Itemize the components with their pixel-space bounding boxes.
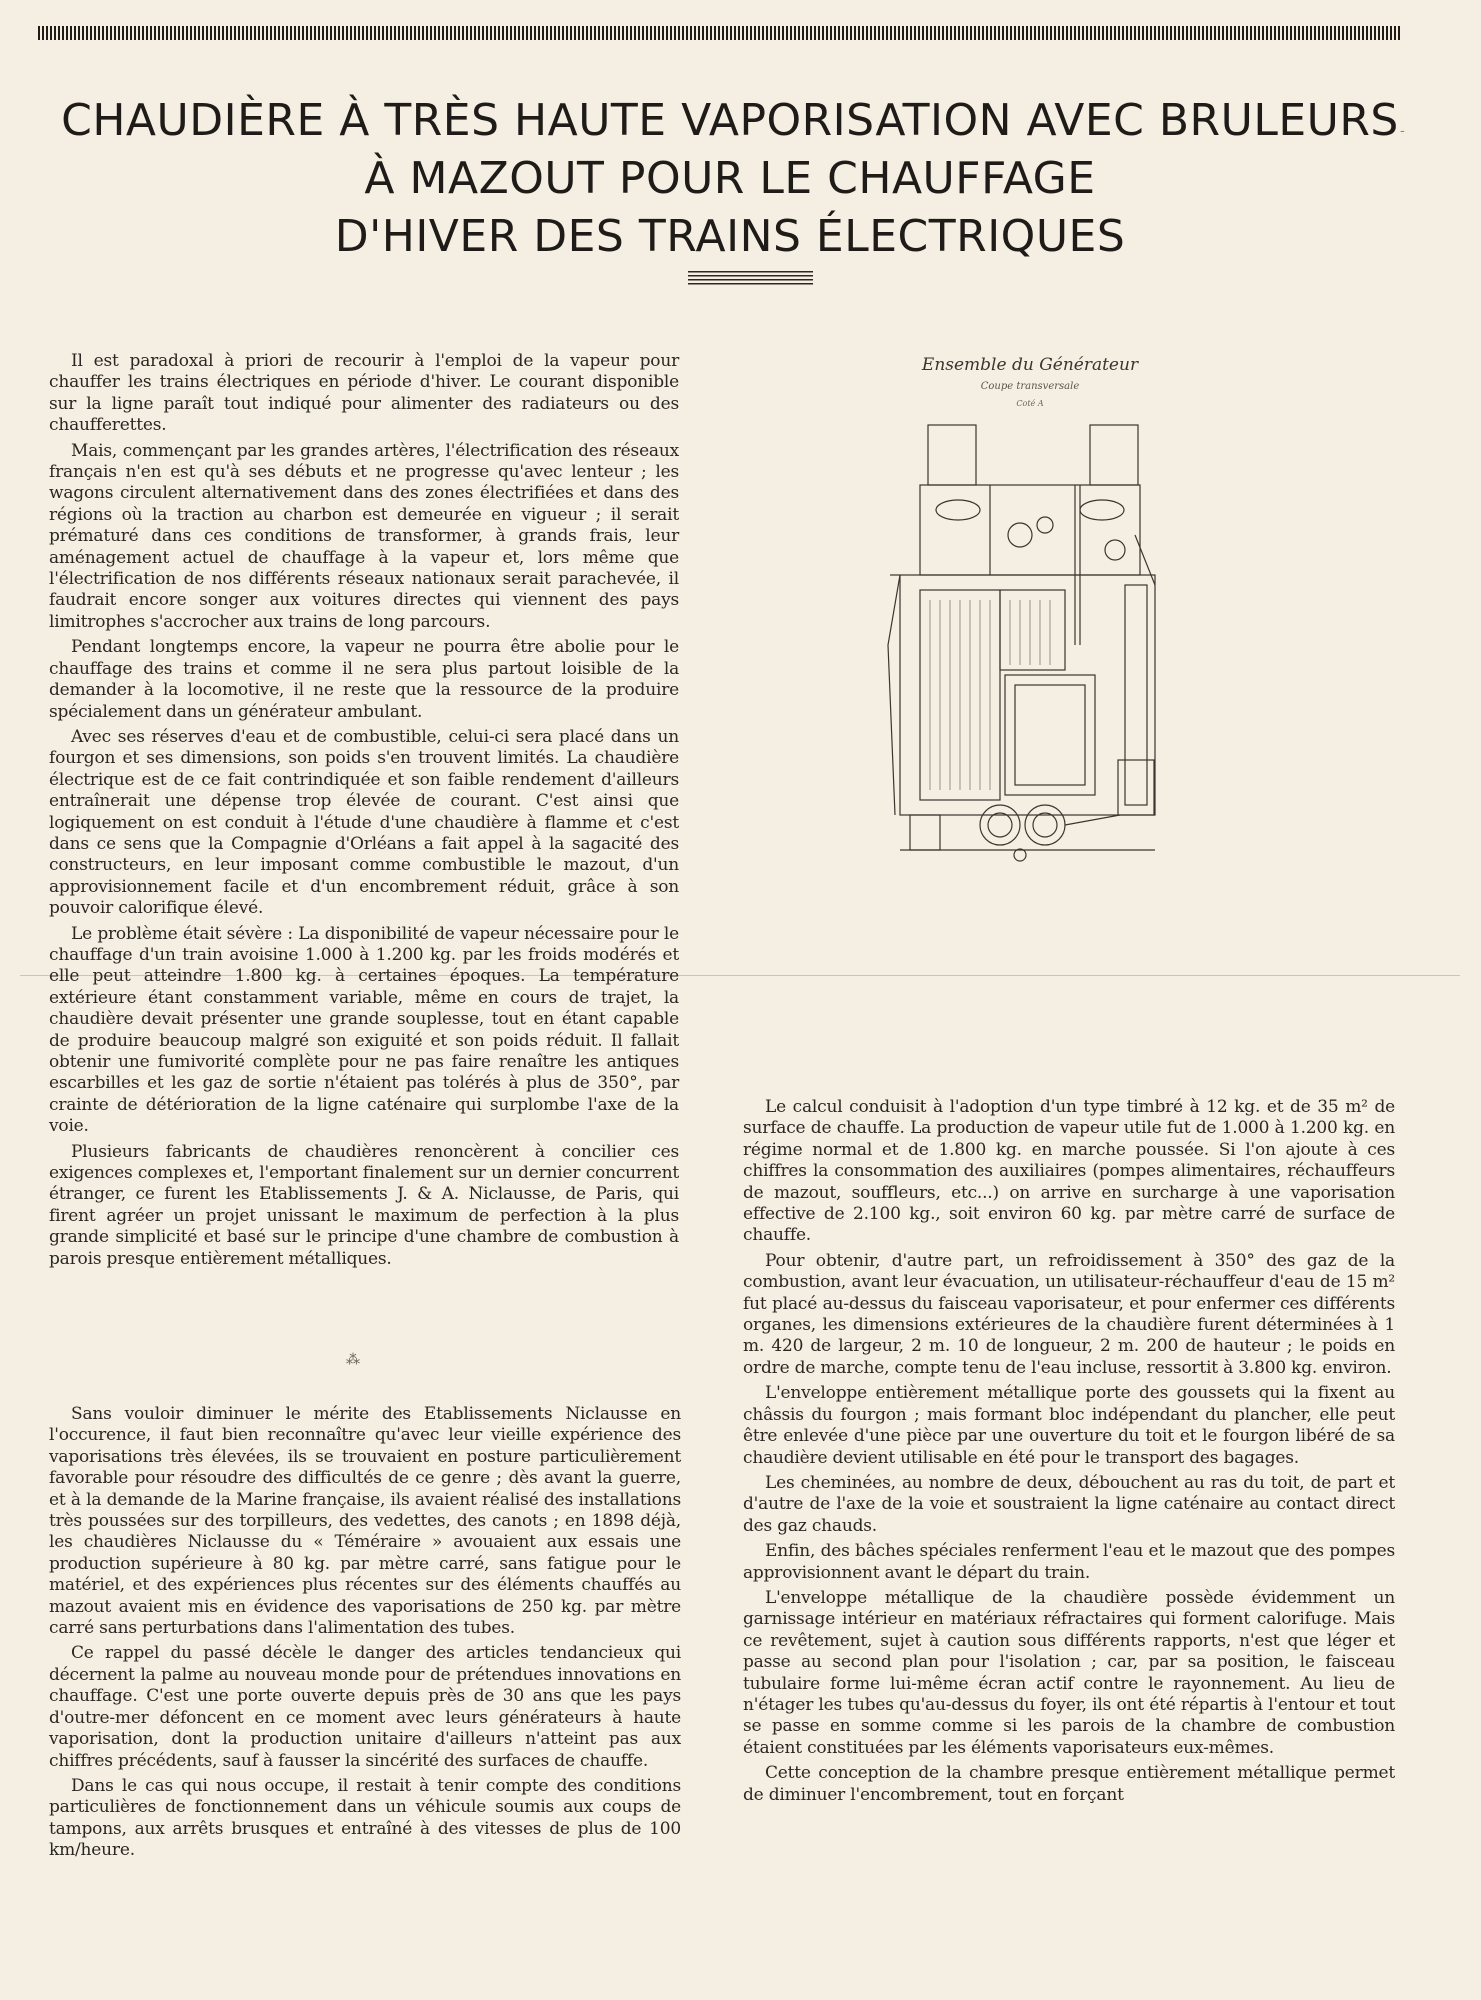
- right-burner: [1025, 805, 1065, 845]
- title-line-1: CHAUDIÈRE À TRÈS HAUTE VAPORISATION AVEC BRULEURS: [61, 95, 1399, 146]
- paragraph: Le calcul conduisit à l'adoption d'un type timbré à 12 kg. et de 35 m² de surface de chauffe. La production de vapeur utile fut de 1.000 à 1.200 kg. en régime normal et de 1.800 kg. en marche poussée. Si l'on ajoute à ces chiffres la consommation des auxiliaires (pompes alimentaires, réchauffeurs de mazout, souffleurs, etc...) on arrive en surcharge à une vaporisation effective de 2.100 kg., soit environ 60 kg. par mètre carré de surface de chauffe.: [743, 1097, 1395, 1246]
- paragraph: Mais, commençant par les grandes artères, l'électrification des réseaux français n'en est qu'à ses débuts et ne progresse qu'avec lenteur ; les wagons circulent alternativement dans des zones électrifiées et dans des régions où la traction au charbon est demeurée en vigueur ; il serait prématuré dans ces conditions de transformer, à grands frais, leur aménagement actuel de chauffage à la vapeur et, lors même que l'électrification de nos différents réseaux nationaux serait parachevée, il faudrait encore songer aux voitures directes qui viennent des pays limitrophes s'accrocher aux trains de long parcours.: [49, 440, 679, 632]
- paragraph: Cette conception de la chambre presque entièrement métallique permet de diminuer l'encombrement, tout en forçant: [743, 1763, 1395, 1805]
- paragraph: Plusieurs fabricants de chaudières renoncèrent à concilier ces exigences complexes et, l'emportant finalement sur un dernier concurrent étranger, ce furent les Etablissements J. & A. Niclausse, de Paris, qui firent agréer un projet unissant le maximum de perfection à la plus grande simplicité et basé sur le principe d'une chambre de combustion à parois presque entièrement métalliques.: [49, 1141, 679, 1269]
- article-column-right-bottom: [743, 1097, 1395, 1810]
- paragraph: Avec ses réserves d'eau et de combustible, celui-ci sera placé dans un fourgon et ses dimensions, son poids s'en trouvent limités. La chaudière électrique est de ce fait contrindiquée et son faible rendement d'ailleurs entraînerait une dépense trop élevée de courant. C'est ainsi que logiquement on est conduit à l'étude d'une chaudière à flamme et c'est dans ce sens que la Compagnie d'Orléans a fait appel à la sagacité des constructeurs, en leur imposant comme combustible le mazout, d'un approvisionnement facile et d'un encombrement réduit, grâce à son pouvoir calorifique élevé.: [49, 726, 679, 919]
- boiler-diagram-figure: [870, 355, 1190, 875]
- paragraph: Ce rappel du passé décèle le danger des articles tendancieux qui décernent la palme au nouveau monde pour de prétendues innovations en chauffage. C'est une porte ouverte depuis près de 30 ans que les pays d'outre-mer défoncent en ce moment avec leurs générateurs à haute vaporisation, dont la production unitaire d'ailleurs n'atteint pas aux chiffres précédents, sauf à fausser la sincérité des surfaces de chauffe.: [49, 1643, 681, 1771]
- article-column-left-top: [49, 351, 679, 1274]
- paragraph: L'enveloppe entièrement métallique porte des goussets qui la fixent au châssis du fourgon ; mais formant bloc indépendant du plancher, elle peut être enlevée d'une pièce par une ouverture du toit et le fourgon libéré de sa chaudière devient utilisable en été pour le transport des bagages.: [743, 1383, 1395, 1468]
- figure-caption: Ensemble du Générateur: [921, 355, 1139, 375]
- figure-subcaption: Coupe transversale: [980, 381, 1080, 392]
- paragraph: Enfin, des bâches spéciales renferment l'eau et le mazout que des pompes approvisionnent avant le départ du train.: [743, 1541, 1395, 1583]
- margin-mark: -: [1400, 123, 1405, 139]
- paragraph: Les cheminées, au nombre de deux, débouchent au ras du toit, de part et d'autre de l'axe de la voie et soustraient la ligne caténaire au contact direct des gaz chauds.: [743, 1472, 1395, 1536]
- left-chimney: [928, 425, 976, 485]
- title-underline-rule: [688, 271, 813, 287]
- paragraph: Sans vouloir diminuer le mérite des Etablissements Niclausse en l'occurence, il faut bien reconnaître qu'avec leur vieille expérience des vaporisations très élevées, ils se trouvaient en posture particulièrement favorable pour résoudre des difficultés de ce genre ; dès avant la guerre, et à la demande de la Marine française, ils avaient réalisé des installations très poussées sur des torpilleurs, des vedettes, des canots ; en 1898 déjà, les chaudières Niclausse du « Téméraire » avouaient aux essais une production supérieure à 80 kg. par mètre carré, sans fatigue pour le matériel, et des expériences plus récentes sur des éléments chauffés au mazout avaient mis en évidence des vaporisations de 250 kg. par mètre carré sans perturbations dans l'alimentation des tubes.: [49, 1404, 681, 1639]
- paragraph: L'enveloppe métallique de la chaudière possède évidemment un garnissage intérieur en matériaux réfractaires qui forment calorifuge. Mais ce revêtement, sujet à caution sous différents rapports, n'est que léger et passe au second plan pour l'isolation ; car, par sa position, le faisceau tubulaire forme lui-même écran actif contre le rayonnement. Au lieu de n'étager les tubes qu'au-dessus du foyer, ils ont été répartis à l'entour et tout se passe en somme comme si les parois de la chambre de combustion étaient constituées par les éléments vaporisateurs eux-mêmes.: [743, 1587, 1395, 1758]
- title-line-2: À MAZOUT POUR LE CHAUFFAGE: [364, 153, 1096, 204]
- paragraph: Pour obtenir, d'autre part, un refroidissement à 350° des gaz de la combustion, avant leur évacuation, un utilisateur-réchauffeur d'eau de 15 m² fut placé au-dessus du faisceau vaporisateur, et pour enfermer ces différents organes, les dimensions extérieures de la chaudière furent déterminées à 1 m. 420 de largeur, 2 m. 10 de longueur, 2 m. 200 de hauteur ; le poids en ordre de marche, compte tenu de l'eau incluse, ressortit à 3.800 kg. environ.: [743, 1250, 1395, 1378]
- top-decorative-border: [38, 26, 1402, 40]
- left-burner: [980, 805, 1020, 845]
- article-column-left-bottom: [49, 1404, 681, 1866]
- combustion-chamber: [1005, 675, 1095, 795]
- paragraph: Il est paradoxal à priori de recourir à l'emploi de la vapeur pour chauffer les trains électriques en période d'hiver. Le courant disponible sur la ligne paraît tout indiqué pour alimenter des radiateurs ou des chaufferettes.: [49, 351, 679, 436]
- section-ornament: ⁂: [346, 1352, 360, 1368]
- right-chimney: [1090, 425, 1138, 485]
- main-casing: [900, 575, 1155, 815]
- title-line-3: D'HIVER DES TRAINS ÉLECTRIQUES: [334, 211, 1126, 262]
- paragraph: Dans le cas qui nous occupe, il restait à tenir compte des conditions particulières de fonctionnement dans un véhicule soumis aux coups de tampons, aux arrêts brusques et entraîné à des vitesses de plus de 100 km/heure.: [49, 1775, 681, 1861]
- side-column: [1125, 585, 1147, 805]
- upper-casing: [920, 485, 1140, 575]
- boiler-cross-section-drawing: [870, 385, 1190, 875]
- page-title: [60, 92, 1400, 266]
- paragraph: Pendant longtemps encore, la vapeur ne pourra être abolie pour le chauffage des trains et comme il ne sera plus partout loisible de la demander à la locomotive, il ne reste que la ressource de la produire spécialement dans un générateur ambulant.: [49, 637, 679, 722]
- paragraph: Le problème était sévère : La disponibilité de vapeur nécessaire pour le chauffage d'un train avoisine 1.000 à 1.200 kg. par les froids modérés et elle peut atteindre 1.800 kg. à certaines époques. La température extérieure étant constamment variable, même en cours de trajet, la chaudière devait présenter une grande souplesse, tout en étant capable de produire beaucoup malgré son exiguité et son poids réduit. Il fallait obtenir une fumivorité complète pour ne pas faire renaître les antiques escarbilles et les gaz de sortie n'étaient pas tolérés à plus de 350°, par crainte de détérioration de la ligne caténaire qui surplombe l'axe de la voie.: [49, 923, 679, 1137]
- figure-subcaption-2: Coté A: [1016, 399, 1044, 408]
